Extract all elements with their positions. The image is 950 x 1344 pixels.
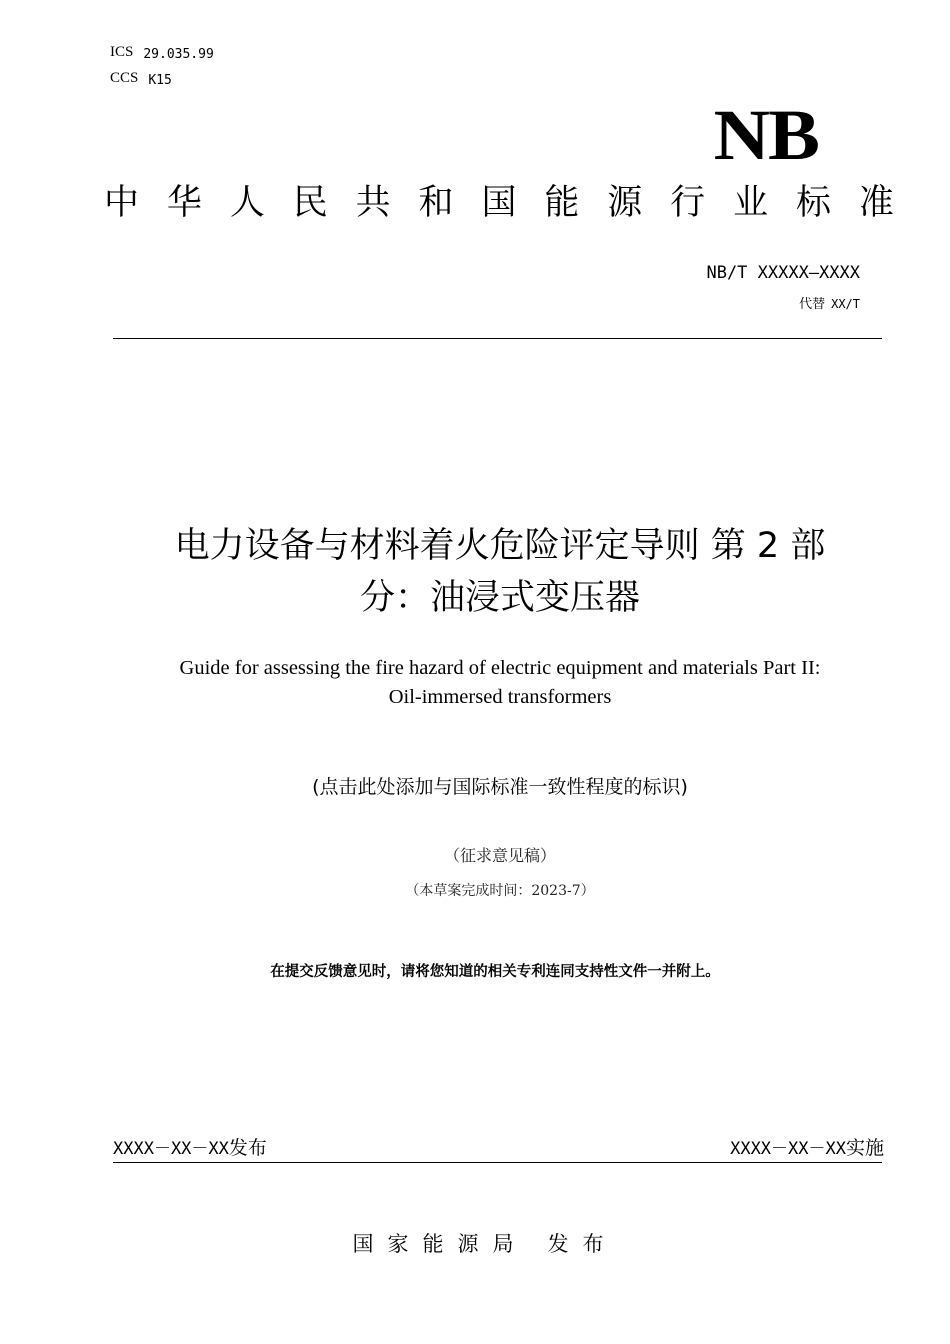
- title-english-line2: Oil-immersed transformers: [388, 686, 612, 708]
- patent-note: 在提交反馈意见时，请将您知道的相关专利连同支持性文件一并附上。: [270, 964, 720, 980]
- ics-value: 29.035.99: [143, 47, 214, 62]
- standard-class-char: 民: [292, 183, 328, 223]
- standard-class-char: 准: [858, 183, 894, 223]
- implement-date: [730, 1133, 884, 1160]
- replaces-label: 代替: [799, 297, 826, 312]
- implement-date-value: XXXX－XX－XX: [730, 1139, 846, 1159]
- title-english: [100, 654, 900, 712]
- standard-class-char: 和: [418, 183, 454, 223]
- title-chinese-line2: 分：油浸式变压器: [359, 578, 640, 618]
- ics-label: ICS: [110, 44, 134, 60]
- standard-class-char: 源: [607, 183, 643, 223]
- standard-class-char: 业: [733, 183, 769, 223]
- standard-class-char: 中: [104, 183, 140, 223]
- issuer-action: 发布: [547, 1232, 618, 1256]
- header-divider: [113, 338, 882, 339]
- consistency-placeholder[interactable]: (点击此处添加与国际标准一致性程度的标识): [312, 776, 688, 798]
- standard-class-char: 国: [481, 183, 517, 223]
- publish-label: 发布: [228, 1137, 267, 1159]
- implement-label: 实施: [845, 1137, 884, 1159]
- nb-logo: NB: [713, 94, 818, 175]
- publish-date-value: XXXX－XX－XX: [113, 1139, 229, 1159]
- standard-class-char: 能: [544, 183, 580, 223]
- title-chinese-line1: 电力设备与材料着火危险评定导则 第 2 部: [174, 526, 826, 566]
- standard-class-char: 人: [229, 183, 265, 223]
- title-chinese: [110, 520, 890, 624]
- ics-code: [110, 44, 214, 62]
- ccs-code: [110, 70, 172, 88]
- ccs-label: CCS: [110, 70, 139, 86]
- ccs-value: K15: [148, 73, 172, 88]
- standard-class-char: 标: [795, 183, 831, 223]
- standard-class-char: 华: [166, 183, 202, 223]
- standard-class-char: 行: [670, 183, 706, 223]
- standard-class-char: 共: [355, 183, 391, 223]
- issuer: [100, 1228, 870, 1258]
- issuer-org: 国家能源局: [352, 1232, 528, 1256]
- footer-divider: [113, 1162, 882, 1163]
- standard-number: NB/T XXXXX—XXXX: [706, 263, 860, 283]
- draft-label: （征求意见稿）: [443, 846, 556, 865]
- replaces-value: XX/T: [831, 297, 860, 311]
- publish-date: [113, 1133, 267, 1160]
- standard-class-title: [104, 183, 894, 223]
- title-english-line1: Guide for assessing the fire hazard of electric equipment and materials Part II:: [179, 657, 821, 679]
- draft-completion-time: （本草案完成时间：2023-7）: [405, 883, 595, 899]
- replaces-note: [799, 293, 860, 312]
